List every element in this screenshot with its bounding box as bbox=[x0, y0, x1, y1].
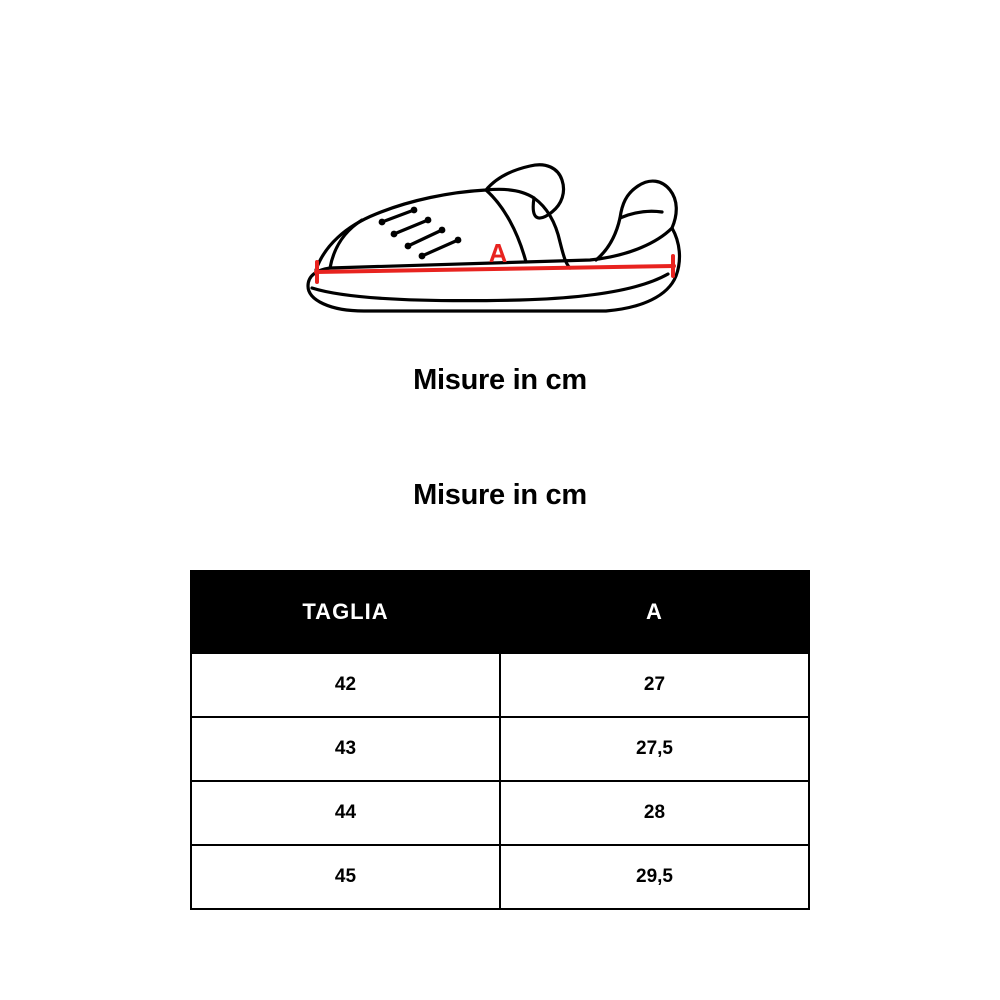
caption-primary: Misure in cm bbox=[413, 364, 587, 396]
header-taglia: TAGLIA bbox=[191, 571, 500, 653]
table-row bbox=[191, 781, 809, 845]
cell-size: 44 bbox=[191, 781, 500, 845]
table-row bbox=[191, 717, 809, 781]
cell-a: 27 bbox=[500, 653, 809, 717]
table-header-row bbox=[191, 571, 809, 653]
sneaker-illustration-svg bbox=[290, 150, 710, 350]
table-row bbox=[191, 845, 809, 909]
caption-secondary: Misure in cm bbox=[413, 479, 587, 511]
sneaker-diagram bbox=[290, 150, 710, 350]
cell-size: 42 bbox=[191, 653, 500, 717]
cell-a: 27,5 bbox=[500, 717, 809, 781]
header-a: A bbox=[500, 571, 809, 653]
measurement-label-a: A bbox=[488, 238, 508, 268]
cell-a: 28 bbox=[500, 781, 809, 845]
lace-eyelets bbox=[379, 207, 462, 260]
size-table bbox=[190, 570, 810, 910]
cell-size: 43 bbox=[191, 717, 500, 781]
cell-a: 29,5 bbox=[500, 845, 809, 909]
table-row bbox=[191, 653, 809, 717]
cell-size: 45 bbox=[191, 845, 500, 909]
